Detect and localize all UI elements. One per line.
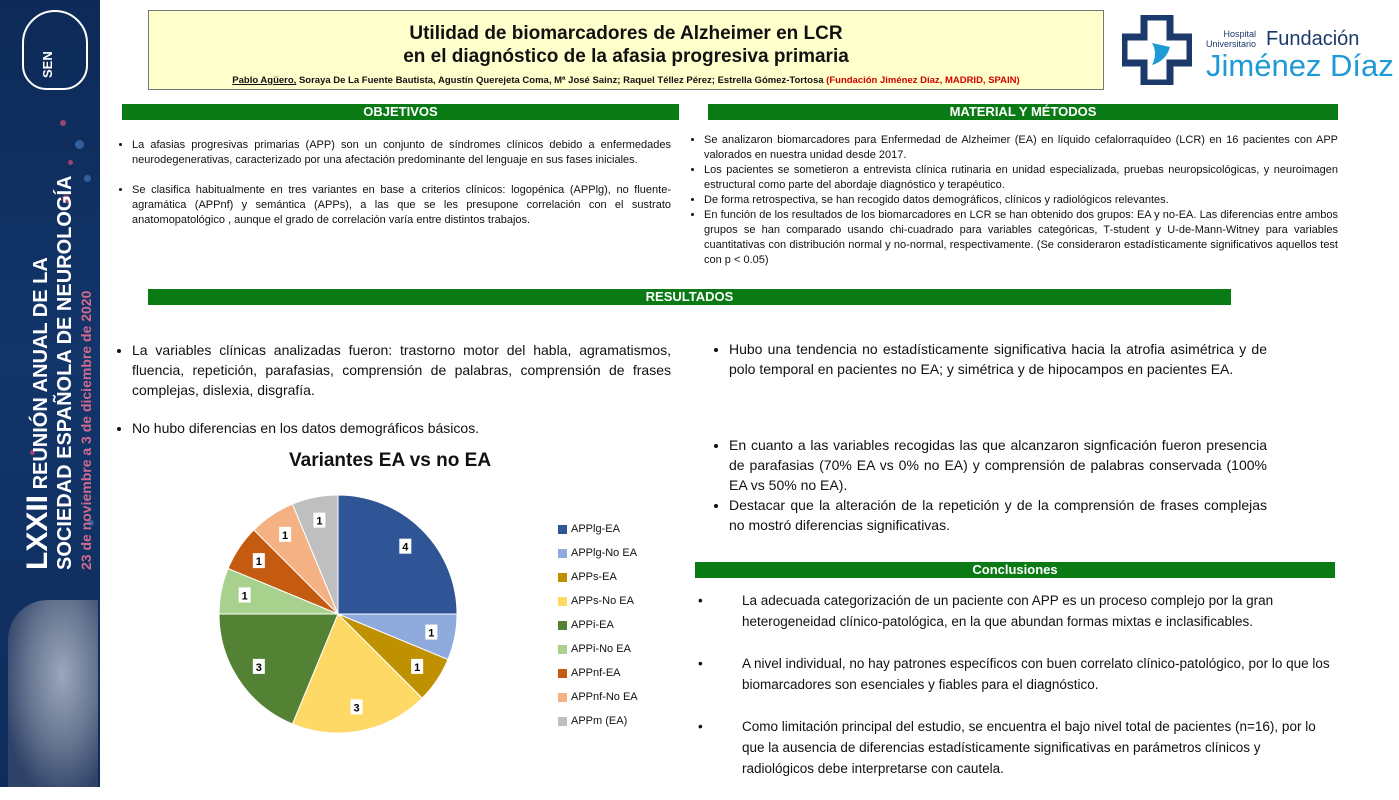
list-item: • Como limitación principal del estudio, se encuentra el bajo nivel total de pacientes (n=16), por lo que la ausencia de diferencias estadísticamente significativas en parámetros clínicos y radiológicos debe interpretarse con cautela. — [698, 719, 1316, 776]
resultados-left-text — [118, 340, 671, 438]
legend-swatch — [558, 621, 567, 630]
data-label: 3 — [255, 661, 262, 674]
conclusion-text: Como limitación principal del estudio, se encuentra el bajo nivel total de pacientes (n=16), por lo que la ausencia de diferencias estadísticamente significativas en parámetros clínicos y radiológicos debe interpretarse con cautela. — [742, 719, 1316, 776]
hospital-logo-small — [1206, 29, 1256, 49]
other-authors: Soraya De La Fuente Bautista, Agustín Querejeta Coma, Mª José Sainz; Raquel Téllez Pérez; Estrella Gómez-Tortosa — [296, 75, 827, 86]
list-item: • Los pacientes se sometieron a entrevista clínica rutinaria en unidad especializada, pruebas neuropsicológicas, y neuroimagen estructural como parte del abordaje diagnóstico y terapéutico. — [704, 163, 1338, 193]
institution: (Fundación Jiménez Díaz, MADRID, SPAIN) — [826, 75, 1020, 86]
legend-entry — [558, 637, 638, 661]
chart-title: Variantes EA vs no EA — [289, 450, 492, 471]
material-header: MATERIAL Y MÉTODOS — [708, 104, 1338, 120]
list-item: • En cuanto a las variables recogidas las que alcanzaron signficación fueron presencia de parafasias (70% EA vs 0% no EA) y comprensión de palabras conservada (100% EA vs 50% no EA). — [729, 435, 1267, 495]
first-author: Pablo Agüero, — [232, 75, 297, 86]
sen-logo-text: SEN — [40, 51, 55, 78]
legend-swatch — [558, 669, 567, 678]
legend-label: APPlg-No EA — [571, 547, 638, 559]
legend-label: APPs-EA — [571, 571, 617, 583]
legend-entry — [558, 685, 638, 709]
legend-entry — [558, 613, 638, 637]
resultados-right-text-a — [715, 339, 1267, 379]
list-item: • Hubo una tendencia no estadísticamente significativa hacia la atrofia asimétrica y de polo temporal en pacientes no EA; y simétrica y de hipocampos en pacientes EA. — [729, 339, 1267, 379]
legend-label: APPnf-No EA — [571, 691, 638, 703]
resultados-header: RESULTADOS — [148, 289, 1231, 305]
list-item: • A nivel individual, no hay patrones específicos con buen correlato clínico-patológico, por lo que los biomarcadores son esenciales y fiables para el diagnóstico. — [698, 656, 1330, 692]
list-item: • De forma retrospectiva, se han recogido datos demográficos, clínicos y radiológicos relevantes. — [704, 193, 1338, 208]
legend-entry — [558, 517, 638, 541]
congress-dates: 23 de noviembre a 3 de diciembre de 2020 — [78, 290, 94, 570]
list-item: • La afasias progresivas primarias (APP) son un conjunto de síndromes clínicos debido a enfermedades neurodegenerativas, caracterizado por una afectación predominante del lenguaje en sus fases iniciales. — [132, 138, 671, 168]
legend-swatch — [558, 597, 567, 606]
material-text — [690, 133, 1338, 268]
brain-image — [8, 600, 98, 787]
data-label: 1 — [414, 661, 421, 674]
objetivos-text — [118, 138, 671, 228]
data-label: 1 — [282, 529, 289, 542]
list-item: • En función de los resultados de los biomarcadores en LCR se han obtenido dos grupos: EA y no-EA. Las diferencias entre ambos grupos se han comparado usando chi-cuadrado para variables categóricas, T-student y U-de-Mann-Witney para variables cuantitativas con distribución normal y no-normal, respectivamente. (Se consideraron estadísticamente significativos aquellos test con p < 0.05) — [704, 208, 1338, 268]
legend-label: APPi-EA — [571, 619, 614, 631]
hospital-logo-fundacion: Fundación — [1266, 28, 1360, 50]
conclusiones-header: Conclusiones — [695, 562, 1335, 578]
chart-legend — [558, 517, 638, 733]
hospital-logo-icon — [1122, 15, 1192, 85]
legend-entry — [558, 661, 638, 685]
list-item: • Se analizaron biomarcadores para Enfermedad de Alzheimer (EA) en líquido cefalorraquídeo (LCR) en 16 pacientes con APP valorados en nuestra unidad desde 2017. — [704, 133, 1338, 163]
list-item: • La variables clínicas analizadas fueron: trastorno motor del habla, agramatismos, fluencia, repetición, parafasias, comprensión de palabras, comprensión de frases complejas, dislexia, disgrafía. — [132, 340, 671, 400]
objetivos-header: OBJETIVOS — [122, 104, 679, 120]
poster-title-line1: Utilidad de biomarcadores de Alzheimer en LCR — [409, 23, 843, 44]
legend-label: APPi-No EA — [571, 643, 631, 655]
legend-swatch — [558, 549, 567, 558]
legend-label: APPnf-EA — [571, 667, 621, 679]
congress-edition: LXXII — [21, 494, 54, 570]
legend-swatch — [558, 645, 567, 654]
legend-swatch — [558, 717, 567, 726]
legend-label: APPm (EA) — [571, 715, 628, 727]
data-label: 4 — [402, 541, 409, 554]
conclusion-text: A nivel individual, no hay patrones específicos con buen correlato clínico-patológico, por lo que los biomarcadores son esenciales y fiables para el diagnóstico. — [742, 656, 1330, 692]
list-item: • Destacar que la alteración de la repetición y de la comprensión de frases complejas no mostró diferencias significativas. — [729, 495, 1267, 535]
legend-swatch — [558, 525, 567, 534]
poster-title-line2: en el diagnóstico de la afasia progresiva primaria — [403, 46, 849, 67]
data-label: 1 — [255, 556, 262, 569]
legend-label: APPlg-EA — [571, 523, 620, 535]
legend-entry — [558, 565, 638, 589]
legend-swatch — [558, 573, 567, 582]
resultados-right-text-b — [715, 435, 1267, 535]
congress-line2: SOCIEDAD ESPAÑOLA DE NEUROLOGÍA — [54, 175, 76, 570]
hospital-word: Hospital — [1223, 29, 1257, 39]
universitario-word: Universitario — [1206, 39, 1257, 49]
data-label: 1 — [241, 590, 248, 603]
data-label: 1 — [428, 627, 435, 640]
legend-entry — [558, 709, 638, 733]
conclusiones-text — [695, 590, 1335, 800]
hospital-logo-name: Jiménez Díaz — [1206, 48, 1394, 83]
data-label: 1 — [316, 515, 323, 528]
data-label: 3 — [353, 702, 360, 715]
legend-swatch — [558, 693, 567, 702]
authors-line — [149, 75, 1103, 86]
list-item: • La adecuada categorización de un paciente con APP es un proceso complejo por la gran heterogeneidad clínico-patológica, en la que abundan formas mixtas e inclasificables. — [698, 593, 1274, 629]
legend-entry — [558, 589, 638, 613]
legend-label: APPs-No EA — [571, 595, 634, 607]
pie-slice-applg-ea — [338, 495, 457, 614]
pie-chart — [210, 495, 470, 745]
congress-vertical-title — [21, 30, 95, 570]
congress-line1: REUNIÓN ANUAL DE LA — [30, 257, 52, 490]
poster-title-box — [148, 10, 1104, 90]
legend-entry — [558, 541, 638, 565]
list-item: • No hubo diferencias en los datos demográficos básicos. — [132, 418, 671, 438]
conclusion-text: La adecuada categorización de un paciente con APP es un proceso complejo por la gran heterogeneidad clínico-patológica, en la que abundan formas mixtas e inclasificables. — [742, 593, 1274, 629]
list-item: • Se clasifica habitualmente en tres variantes en base a criterios clínicos: logopénica (APPlg), no fluente-agramática (APPnf) y semántica (APPs), a las que se les presupone correlación con el sustrato anatomopatológico , aunque el grado de correlación varía entre distintos trabajos. — [132, 183, 671, 228]
